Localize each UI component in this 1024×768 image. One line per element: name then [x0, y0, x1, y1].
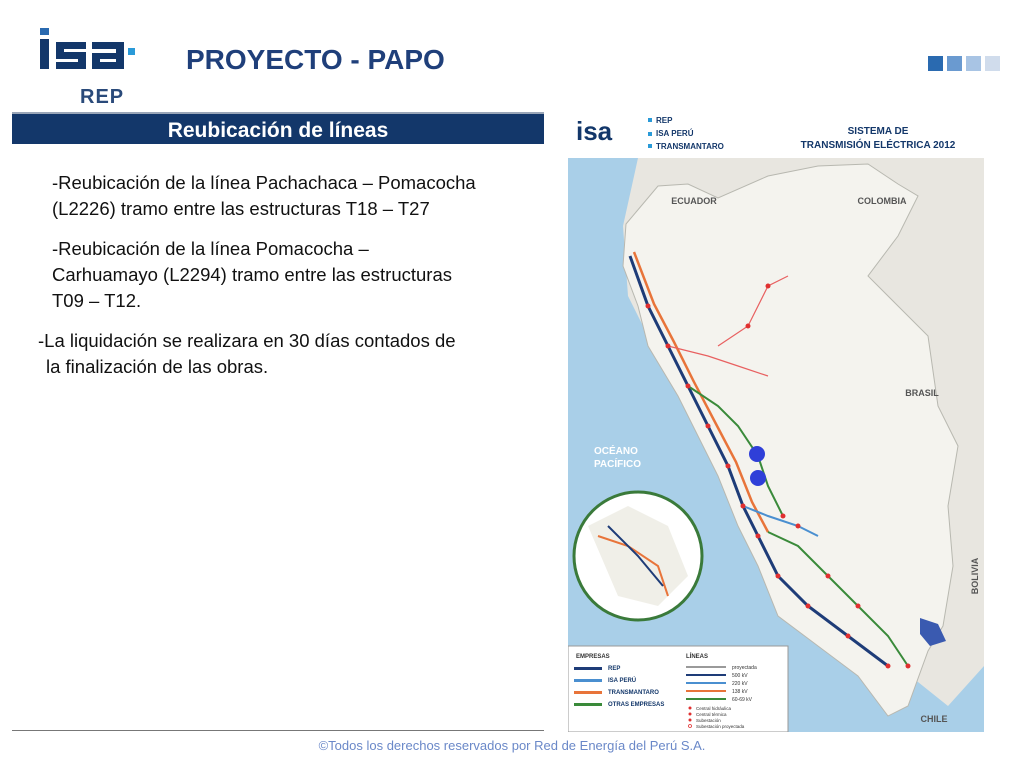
list-item-line: -La liquidación se realizara en 30 días contados de [38, 330, 456, 351]
country-label: BOLIVIA [970, 557, 980, 595]
body-text [40, 170, 545, 394]
peru-map-svg [568, 106, 984, 732]
map-company-label: TRANSMANTARO [656, 142, 724, 151]
country-label: CHILE [920, 714, 948, 724]
ocean-label: OCÉANO [594, 446, 638, 457]
legend-line: 220 kV [732, 681, 748, 687]
transmission-map [568, 106, 984, 732]
footer-copyright: ©Todos los derechos reservados por Red de Energía del Perú S.A. [318, 738, 706, 753]
list-item-line: T09 – T12. [52, 290, 142, 311]
list-item [38, 328, 545, 380]
legend-line: 138 kV [732, 689, 748, 695]
footer-divider [12, 730, 544, 731]
decorative-squares [928, 56, 1000, 71]
project-marker [749, 446, 765, 462]
legend-symbol: Subestación [696, 718, 721, 723]
map-company-label: REP [656, 116, 673, 125]
country-label: COLOMBIA [857, 196, 907, 206]
legend-company: REP [608, 666, 621, 672]
legend-company: ISA PERÚ [608, 678, 637, 684]
legend-header: LÍNEAS [686, 654, 709, 660]
legend-symbol: Subestación proyectada [696, 724, 745, 729]
list-item [40, 236, 545, 314]
legend-line: proyectada [732, 665, 757, 671]
map-title: SISTEMA DE [847, 126, 909, 137]
map-title: TRANSMISIÓN ELÉCTRICA 2012 [800, 140, 956, 151]
list-item-line: (L2226) tramo entre las estructuras T18 – T27 [52, 198, 430, 219]
list-item-line: -Reubicación de la línea Pachachaca – Pomacocha [52, 172, 476, 193]
page-title: PROYECTO - PAPO [186, 44, 445, 75]
square-icon [985, 56, 1000, 71]
legend-symbol: Central térmica [696, 712, 727, 717]
legend-header: EMPRESAS [576, 654, 610, 660]
project-marker [750, 470, 766, 486]
list-item-line: -Reubicación de la línea Pomacocha – [52, 238, 369, 259]
legend-symbol: Central hidráulica [696, 706, 732, 711]
legend-line: 60-69 kV [732, 697, 753, 703]
list-item-line: la finalización de las obras. [46, 356, 269, 377]
list-item [40, 170, 545, 222]
list-item-line: Carhuamayo (L2294) tramo entre las estructuras [52, 264, 452, 285]
section-heading: Reubicación de líneas [12, 112, 544, 144]
square-icon [928, 56, 943, 71]
logo-subtitle: REP [80, 86, 125, 108]
square-icon [947, 56, 962, 71]
legend-company: TRANSMANTARO [608, 690, 659, 696]
isa-rep-logo [36, 26, 160, 110]
country-label: BRASIL [905, 388, 939, 398]
ocean-label: PACÍFICO [594, 459, 642, 470]
country-label: ECUADOR [671, 196, 717, 206]
legend-line: 500 kV [732, 673, 748, 679]
square-icon [966, 56, 981, 71]
isa-logo-icon [36, 26, 160, 82]
map-company-label: ISA PERÚ [656, 129, 694, 138]
legend-company: OTRAS EMPRESAS [608, 702, 665, 708]
map-logo: isa [576, 116, 613, 146]
